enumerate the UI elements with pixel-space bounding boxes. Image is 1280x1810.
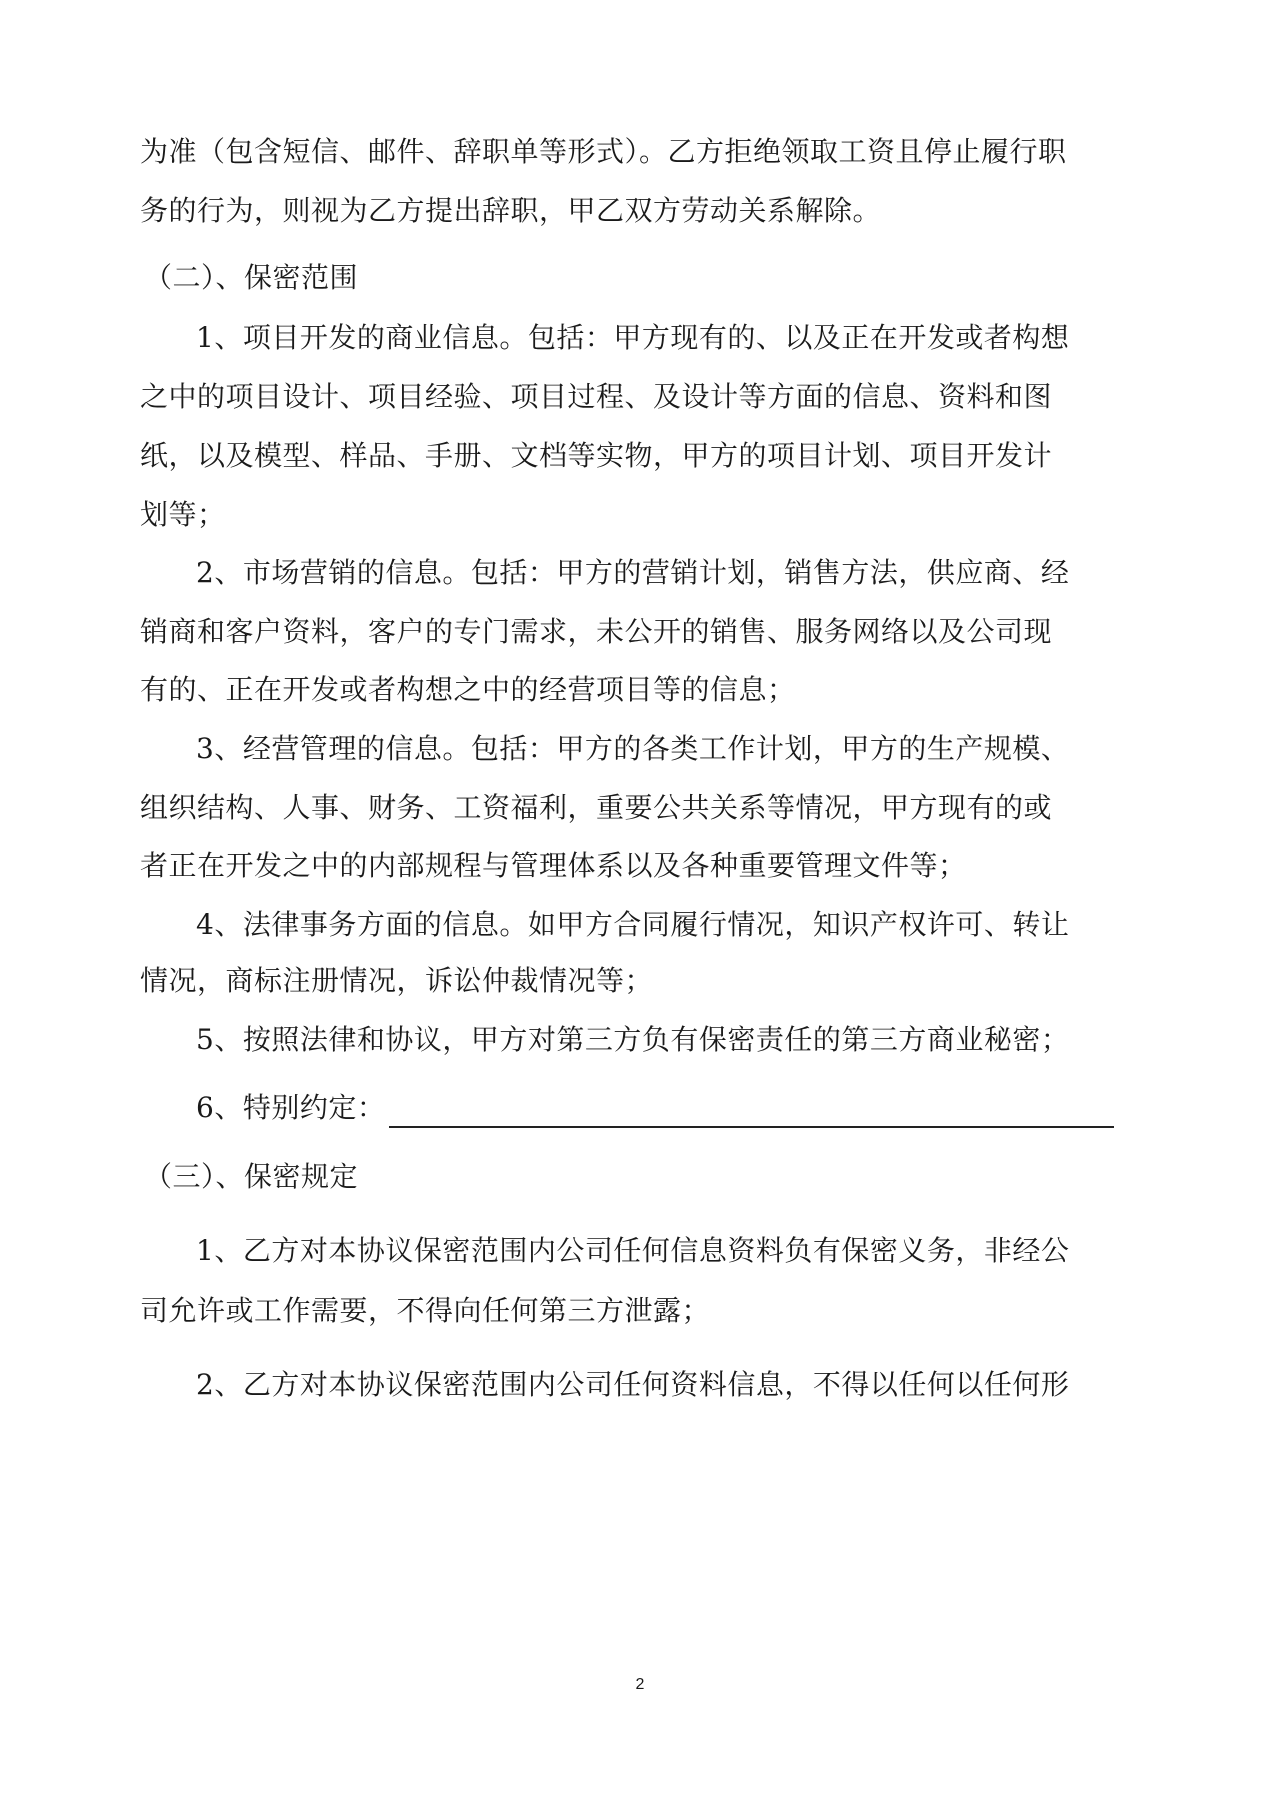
paragraph-line: 纸，以及模型、样品、手册、文档等实物，甲方的项目计划、项目开发计 <box>140 439 1053 472</box>
special-agreement-label: 6、特别约定： <box>196 1091 386 1124</box>
paragraph-line: 1、项目开发的商业信息。包括：甲方现有的、以及正在开发或者构想 <box>196 321 1070 354</box>
paragraph-line: 者正在开发之中的内部规程与管理体系以及各种重要管理文件等； <box>140 849 967 882</box>
paragraph-line: 3、经营管理的信息。包括：甲方的各类工作计划，甲方的生产规模、 <box>196 732 1070 765</box>
fill-in-blank[interactable] <box>389 1094 1114 1128</box>
paragraph-line: 销商和客户资料，客户的专门需求，未公开的销售、服务网络以及公司现 <box>140 615 1053 648</box>
special-agreement-line <box>196 1088 1186 1128</box>
section-heading-scope: （二）、保密范围 <box>144 261 359 294</box>
paragraph-line: 2、市场营销的信息。包括：甲方的营销计划，销售方法，供应商、经 <box>196 556 1070 589</box>
paragraph-line: 为准（包含短信、邮件、辞职单等形式）。乙方拒绝领取工资且停止履行职 <box>140 135 1067 168</box>
paragraph-line: 5、按照法律和协议，甲方对第三方负有保密责任的第三方商业秘密； <box>196 1023 1070 1056</box>
paragraph-line: 之中的项目设计、项目经验、项目过程、及设计等方面的信息、资料和图 <box>140 380 1053 413</box>
page-number: 2 <box>635 1676 645 1693</box>
paragraph-line: 划等； <box>140 498 226 531</box>
paragraph-line: 务的行为，则视为乙方提出辞职，甲乙双方劳动关系解除。 <box>140 194 882 227</box>
paragraph-line: 情况，商标注册情况，诉讼仲裁情况等； <box>140 964 654 997</box>
paragraph-line: 有的、正在开发或者构想之中的经营项目等的信息； <box>140 673 796 706</box>
paragraph-line: 4、法律事务方面的信息。如甲方合同履行情况，知识产权许可、转让 <box>196 908 1070 941</box>
paragraph-line: 组织结构、人事、财务、工资福利，重要公共关系等情况，甲方现有的或 <box>140 791 1053 824</box>
paragraph-line: 司允许或工作需要，不得向任何第三方泄露； <box>140 1294 711 1327</box>
section-heading-rules: （三）、保密规定 <box>144 1160 359 1193</box>
paragraph-line: 1、乙方对本协议保密范围内公司任何信息资料负有保密义务，非经公 <box>196 1234 1070 1267</box>
paragraph-line: 2、乙方对本协议保密范围内公司任何资料信息，不得以任何以任何形 <box>196 1368 1070 1401</box>
